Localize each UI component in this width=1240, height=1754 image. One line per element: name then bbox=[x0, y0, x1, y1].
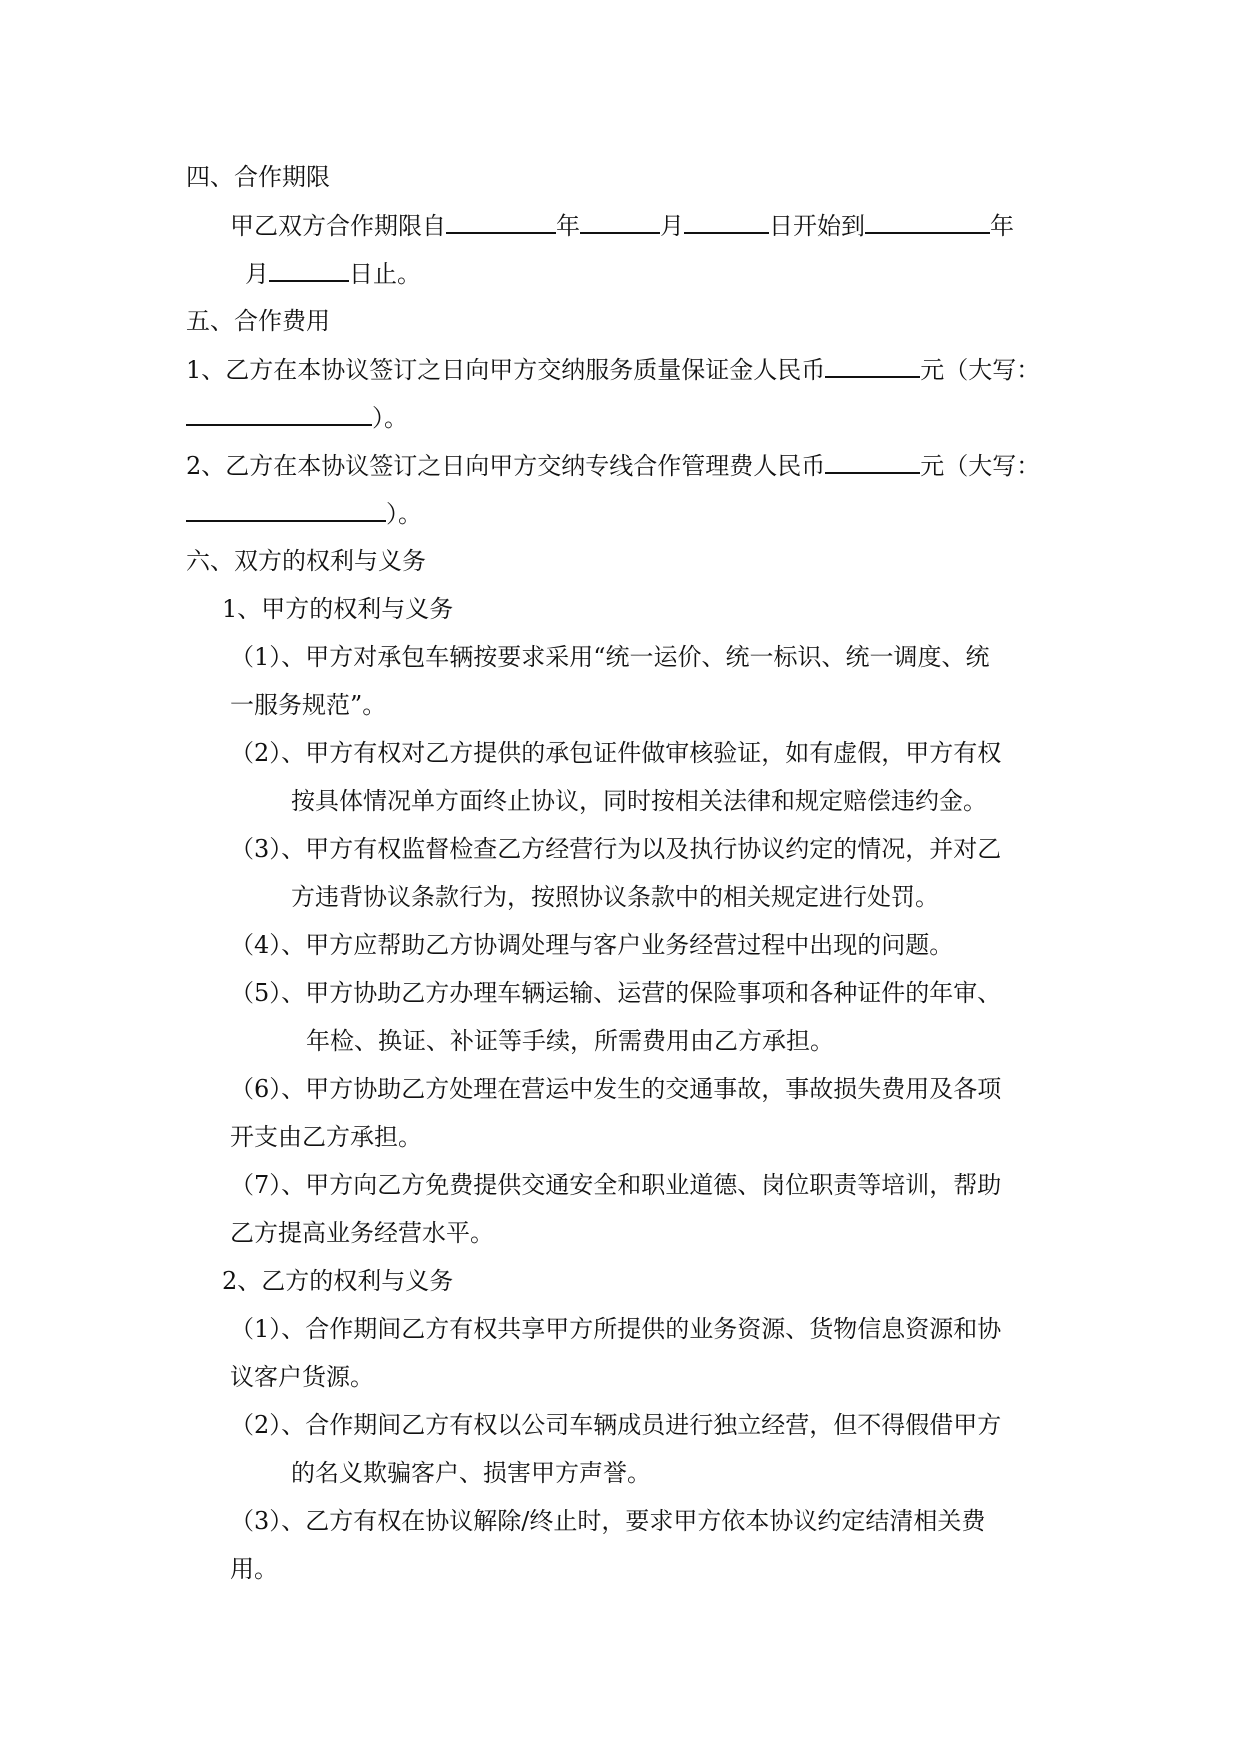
clause-a3-line2: 方违背协议条款行为，按照协议条款中的相关规定进行处罚。 bbox=[291, 883, 939, 911]
clause-b1-line1: （1）、合作期间乙方有权共享甲方所提供的业务资源、货物信息资源和协 bbox=[230, 1315, 1002, 1343]
clause-a1-line2: 一服务规范”。 bbox=[230, 691, 387, 719]
section-4-title: 四、合作期限 bbox=[186, 163, 330, 191]
fee-item-1-cont bbox=[186, 402, 408, 433]
clause-a2-line2: 按具体情况单方面终止协议，同时按相关法律和规定赔偿违约金。 bbox=[291, 787, 987, 815]
fee-2-close: ）。 bbox=[386, 500, 422, 528]
term-text-until: 日开始到 bbox=[769, 212, 865, 240]
clause-a7-line2: 乙方提高业务经营水平。 bbox=[230, 1219, 494, 1247]
clause-b1-line2: 议客户货源。 bbox=[230, 1363, 374, 1391]
party-b-heading: 2、乙方的权利与义务 bbox=[222, 1267, 454, 1295]
section-5-title: 五、合作费用 bbox=[186, 307, 330, 335]
party-a-heading: 1、甲方的权利与义务 bbox=[222, 595, 454, 623]
fee-1-text: 1、乙方在本协议签订之日向甲方交纳服务质量保证金人民币 bbox=[186, 356, 826, 384]
section-6-title: 六、双方的权利与义务 bbox=[186, 547, 426, 575]
clause-a3-line1: （3）、甲方有权监督检查乙方经营行为以及执行协议约定的情况，并对乙 bbox=[230, 835, 1002, 863]
blank-start-year[interactable] bbox=[446, 210, 556, 234]
term-text-end-year: 年 bbox=[990, 212, 1014, 240]
fee-1-close: ）。 bbox=[372, 404, 408, 432]
term-line-2 bbox=[245, 258, 421, 289]
clause-a5-line1: （5）、甲方协助乙方办理车辆运输、运营的保险事项和各种证件的年审、 bbox=[230, 979, 1002, 1007]
fee-2-uppercase-label: 元（大写： bbox=[920, 452, 1041, 480]
term-text-end-month: 月 bbox=[245, 260, 269, 288]
fee-item-2-cont bbox=[186, 498, 422, 529]
clause-b3-line1: （3）、乙方有权在协议解除/终止时，要求甲方依本协议约定结清相关费 bbox=[230, 1507, 986, 1535]
fee-item-1 bbox=[186, 354, 1040, 385]
clause-b3-line2: 用。 bbox=[230, 1555, 278, 1583]
blank-end-year[interactable] bbox=[865, 210, 990, 234]
blank-deposit-amount[interactable] bbox=[825, 354, 920, 378]
clause-a4-line1: （4）、甲方应帮助乙方协调处理与客户业务经营过程中出现的问题。 bbox=[230, 931, 954, 959]
blank-deposit-uppercase[interactable] bbox=[186, 402, 372, 426]
clause-a6-line1: （6）、甲方协助乙方处理在营运中发生的交通事故，事故损失费用及各项 bbox=[230, 1075, 1002, 1103]
clause-b2-line2: 的名义欺骗客户、损害甲方声誉。 bbox=[291, 1459, 651, 1487]
clause-a5-line2: 年检、换证、补证等手续，所需费用由乙方承担。 bbox=[306, 1027, 834, 1055]
clause-a2-line1: （2）、甲方有权对乙方提供的承包证件做审核验证，如有虚假，甲方有权 bbox=[230, 739, 1002, 767]
term-text-month: 月 bbox=[660, 212, 684, 240]
fee-item-2 bbox=[186, 450, 1040, 481]
blank-start-month[interactable] bbox=[580, 210, 660, 234]
term-text-start: 甲乙双方合作期限自 bbox=[230, 212, 446, 240]
clause-a6-line2: 开支由乙方承担。 bbox=[230, 1123, 422, 1151]
blank-management-fee-uppercase[interactable] bbox=[186, 498, 386, 522]
fee-1-uppercase-label: 元（大写： bbox=[920, 356, 1041, 384]
clause-a1-line1: （1）、甲方对承包车辆按要求采用“统一运价、统一标识、统一调度、统 bbox=[230, 643, 990, 671]
fee-2-text: 2、乙方在本协议签订之日向甲方交纳专线合作管理费人民币 bbox=[186, 452, 826, 480]
term-line-1 bbox=[230, 210, 1014, 241]
clause-b2-line1: （2）、合作期间乙方有权以公司车辆成员进行独立经营，但不得假借甲方 bbox=[230, 1411, 1002, 1439]
blank-management-fee[interactable] bbox=[825, 450, 920, 474]
blank-end-month-day[interactable] bbox=[269, 258, 349, 282]
blank-start-day[interactable] bbox=[684, 210, 769, 234]
term-text-year: 年 bbox=[556, 212, 580, 240]
term-text-end: 日止。 bbox=[349, 260, 421, 288]
clause-a7-line1: （7）、甲方向乙方免费提供交通安全和职业道德、岗位职责等培训，帮助 bbox=[230, 1171, 1002, 1199]
